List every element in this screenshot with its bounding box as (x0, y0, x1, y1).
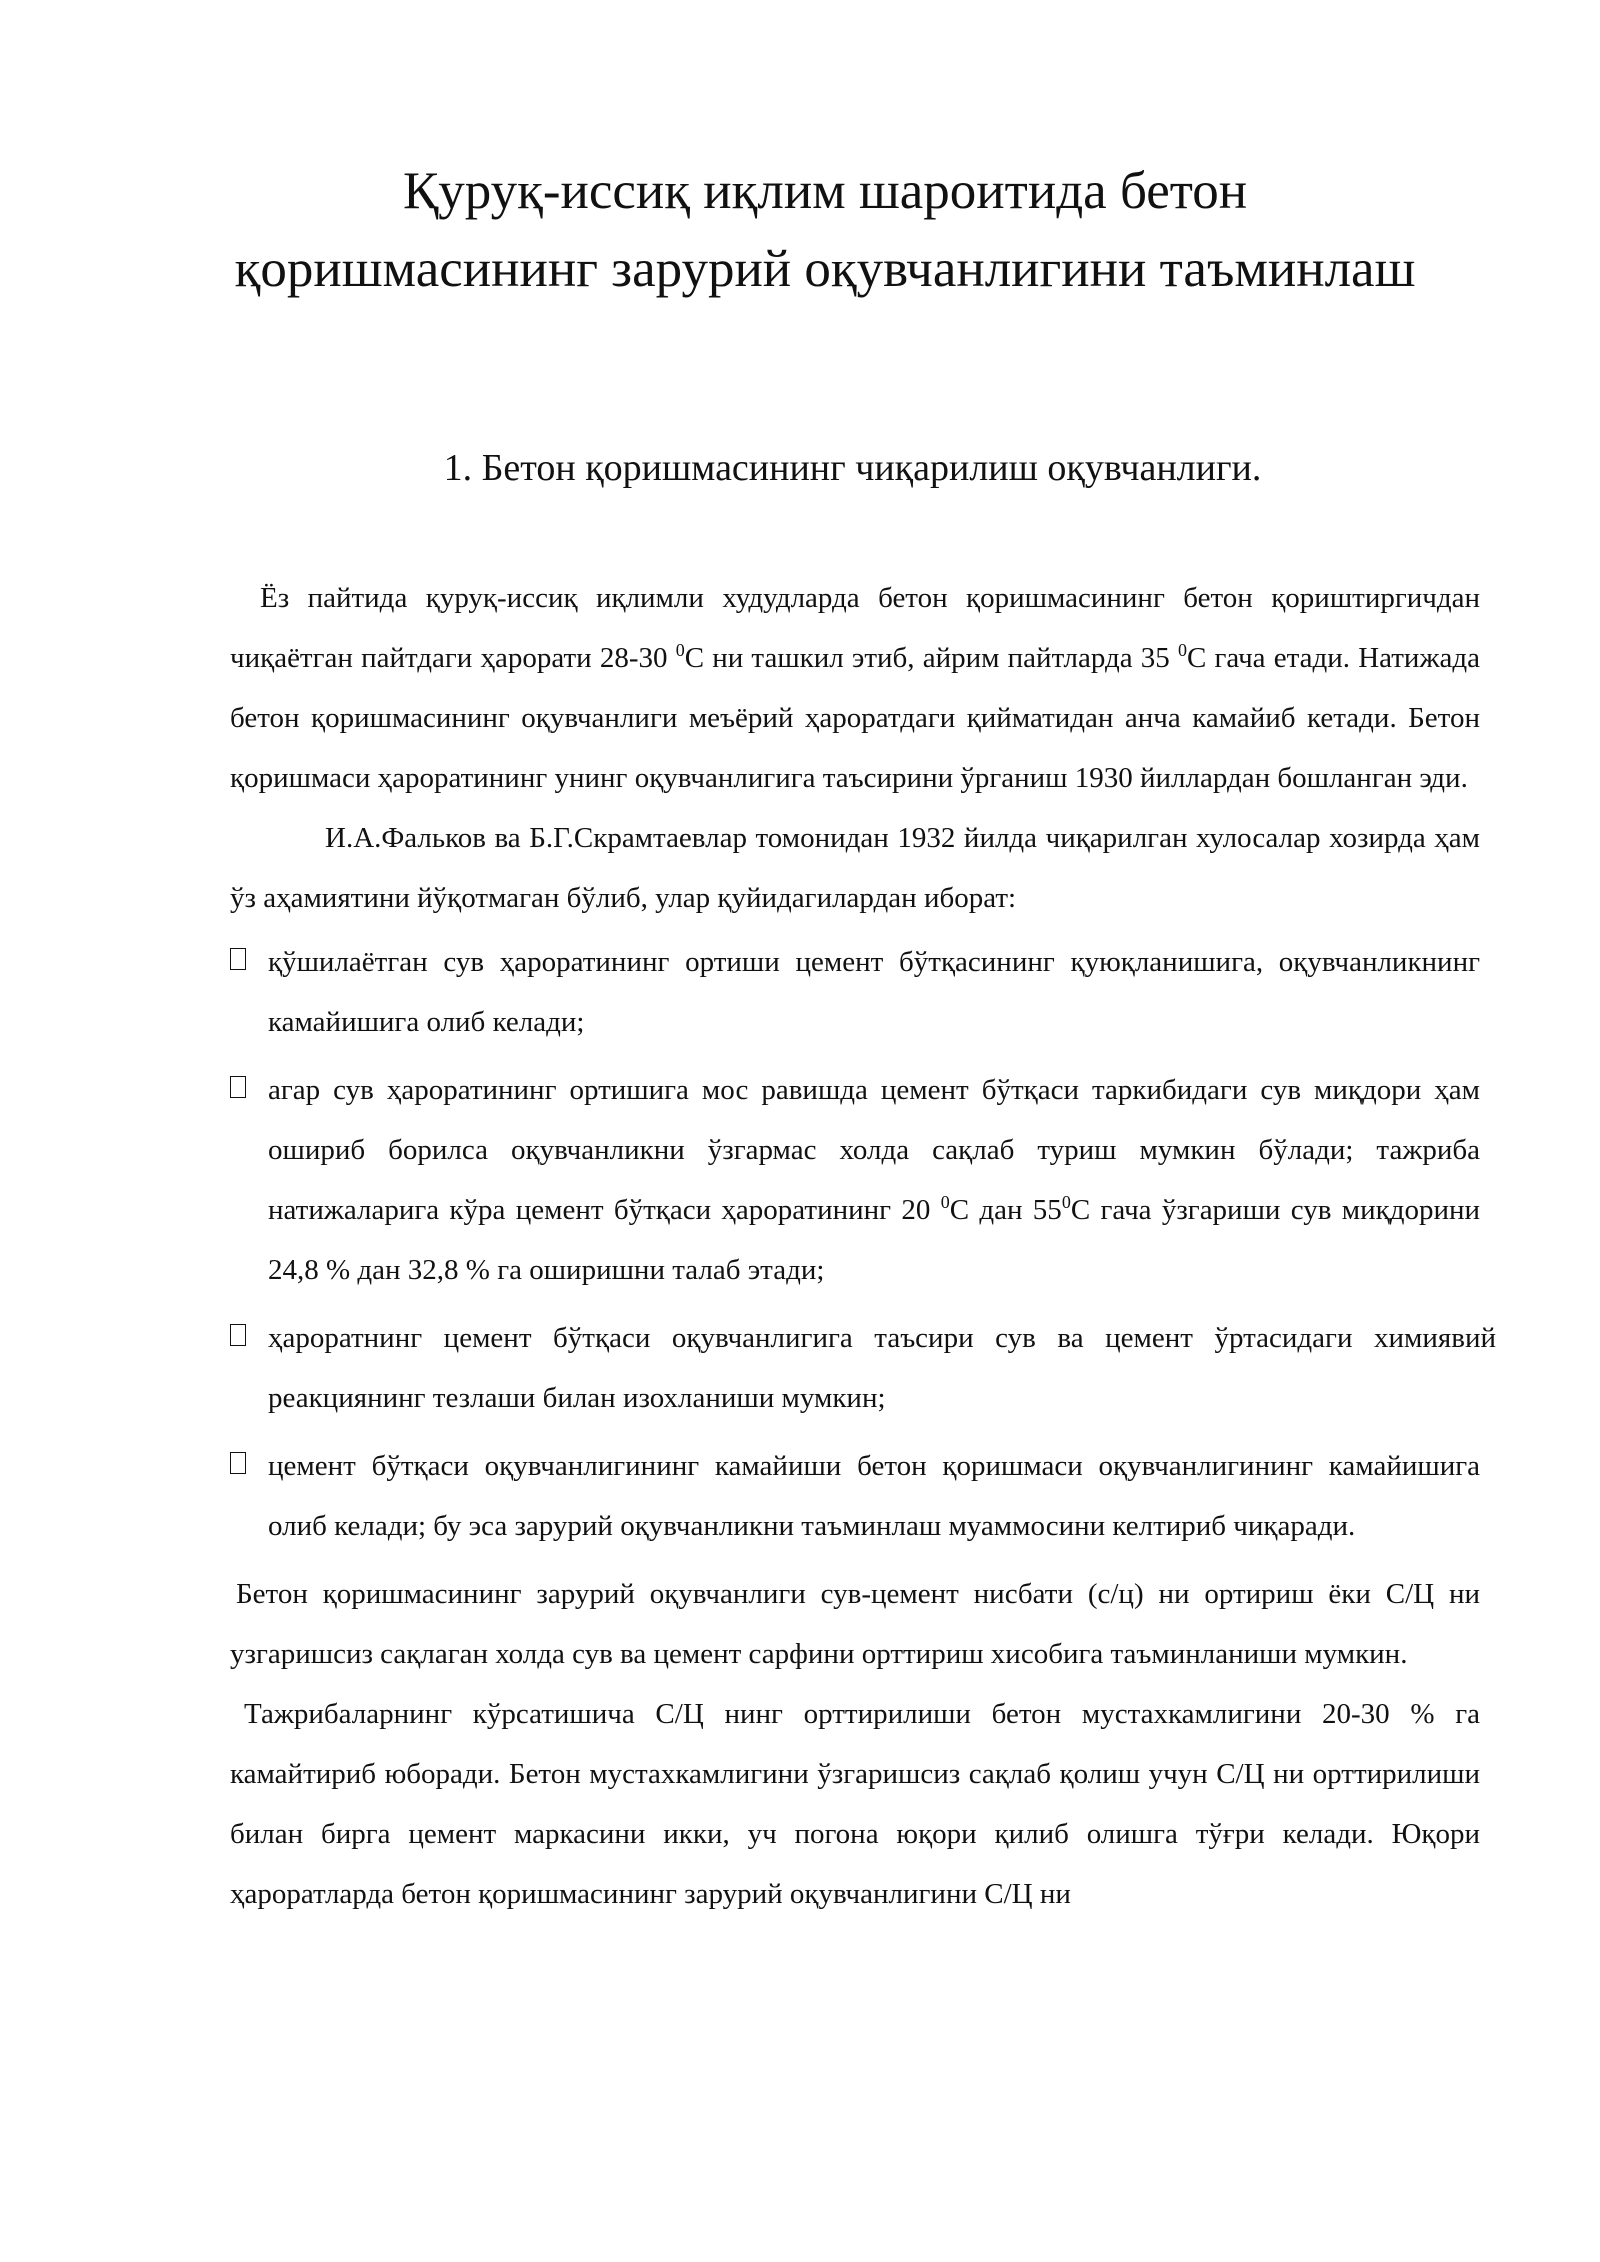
list-item (230, 1060, 1480, 1300)
list-item (230, 1436, 1480, 1556)
list-item-text-c: С гача ўзгариши сув миқдорини 24,8 % дан 32,8 % га оширишни талаб этади; (268, 1194, 1481, 1286)
paragraph-4: Тажрибаларнинг кўрсатишича С/Ц нинг орттирилиши бетон мустахкамлигини 20-30 % га камайтириб юборади. Бетон мустахкамлигини ўзгаришсиз сақлаб қолиш учун С/Ц ни орттирилиши билан бирга цемент маркасини икки, уч погона юқори қилиб олишга тўғри келади. Юқори ҳароратларда бетон қоришмасининг зарурий оқувчанлигини С/Ц ни (230, 1698, 1480, 1910)
document-body (230, 568, 1496, 1924)
bullet-list (230, 932, 1496, 1556)
list-item-text-b: С дан 55 (949, 1194, 1062, 1226)
degree-superscript: 0 (940, 1192, 950, 1212)
list-item-text: ҳароратнинг цемент бўтқаси оқувчанлигига таъсири сув ва цемент ўртасидаги химиявий реакциянинг тезлаши билан изохланиши мумкин; (268, 1322, 1496, 1414)
bullet-box-icon (230, 1324, 246, 1346)
paragraph-2: И.А.Фальков ва Б.Г.Скрамтаевлар томонидан 1932 йилда чиқарилган хулосалар хозирда ҳам ўз аҳамиятини йўқотмаган бўлиб, улар қуйидагилардан иборат: (230, 822, 1480, 914)
section-heading: 1. Бетон қоришмасининг чиқарилиш оқувчанлиги. (443, 447, 1262, 489)
degree-superscript: 0 (675, 640, 685, 660)
paragraph-1-text-a: Ёз пайтида қуруқ-иссиқ иқлимли худудларда бетон қоришмасининг бетон қориштиргичдан чиқаётган пайтдаги ҳарорати 28-30 (230, 582, 1480, 674)
bullet-box-icon (230, 948, 246, 970)
paragraph-1-text-c: С гача етади. Натижада бетон қоришмасининг оқувчанлиги меъёрий ҳароратдаги қийматидан анча камайиб кетади. Бетон қоришмаси ҳароратининг унинг оқувчанлигига таъсирини ўрганиш 1930 йиллардан бошланган эди. (230, 642, 1480, 794)
paragraph-3: Бетон қоришмасининг зарурий оқувчанлиги сув-цемент нисбати (с/ц) ни ортириш ёки С/Ц ни узгаришсиз сақлаган холда сув ва цемент сарфини орттириш хисобига таъминланиши мумкин. (230, 1578, 1480, 1670)
bullet-box-icon (230, 1452, 246, 1474)
list-item-text: қўшилаётган сув ҳароратининг ортиши цемент бўтқасининг қуюқланишига, оқувчанликнинг камайишига олиб келади; (268, 946, 1480, 1038)
list-item-text: цемент бўтқаси оқувчанлигининг камайиши бетон қоришмаси оқувчанлигининг камайишига олиб келади; бу эса зарурий оқувчанликни таъминлаш муаммосини келтириб чиқаради. (268, 1450, 1480, 1542)
list-item (230, 932, 1480, 1052)
document-title: Қуруқ-иссиқ иқлим шароитида бетон қоришмасининг зарурий оқувчанлигини таъминлаш (234, 162, 1416, 298)
degree-superscript: 0 (1177, 640, 1187, 660)
list-item-text-a: агар сув ҳароратининг ортишига мос равишда цемент бўтқаси таркибидаги сув миқдори ҳам ошириб борилса оқувчанликни ўзгармас холда сақлаб туриш мумкин бўлади; тажриба натижаларига кўра цемент бўтқаси ҳароратининг 20 (268, 1074, 1480, 1226)
bullet-box-icon (230, 1076, 246, 1098)
paragraph-1 (230, 568, 1480, 808)
list-item (230, 1308, 1496, 1428)
degree-superscript: 0 (1061, 1192, 1071, 1212)
paragraph-1-text-b: С ни ташкил этиб, айрим пайтларда 35 (684, 642, 1178, 674)
